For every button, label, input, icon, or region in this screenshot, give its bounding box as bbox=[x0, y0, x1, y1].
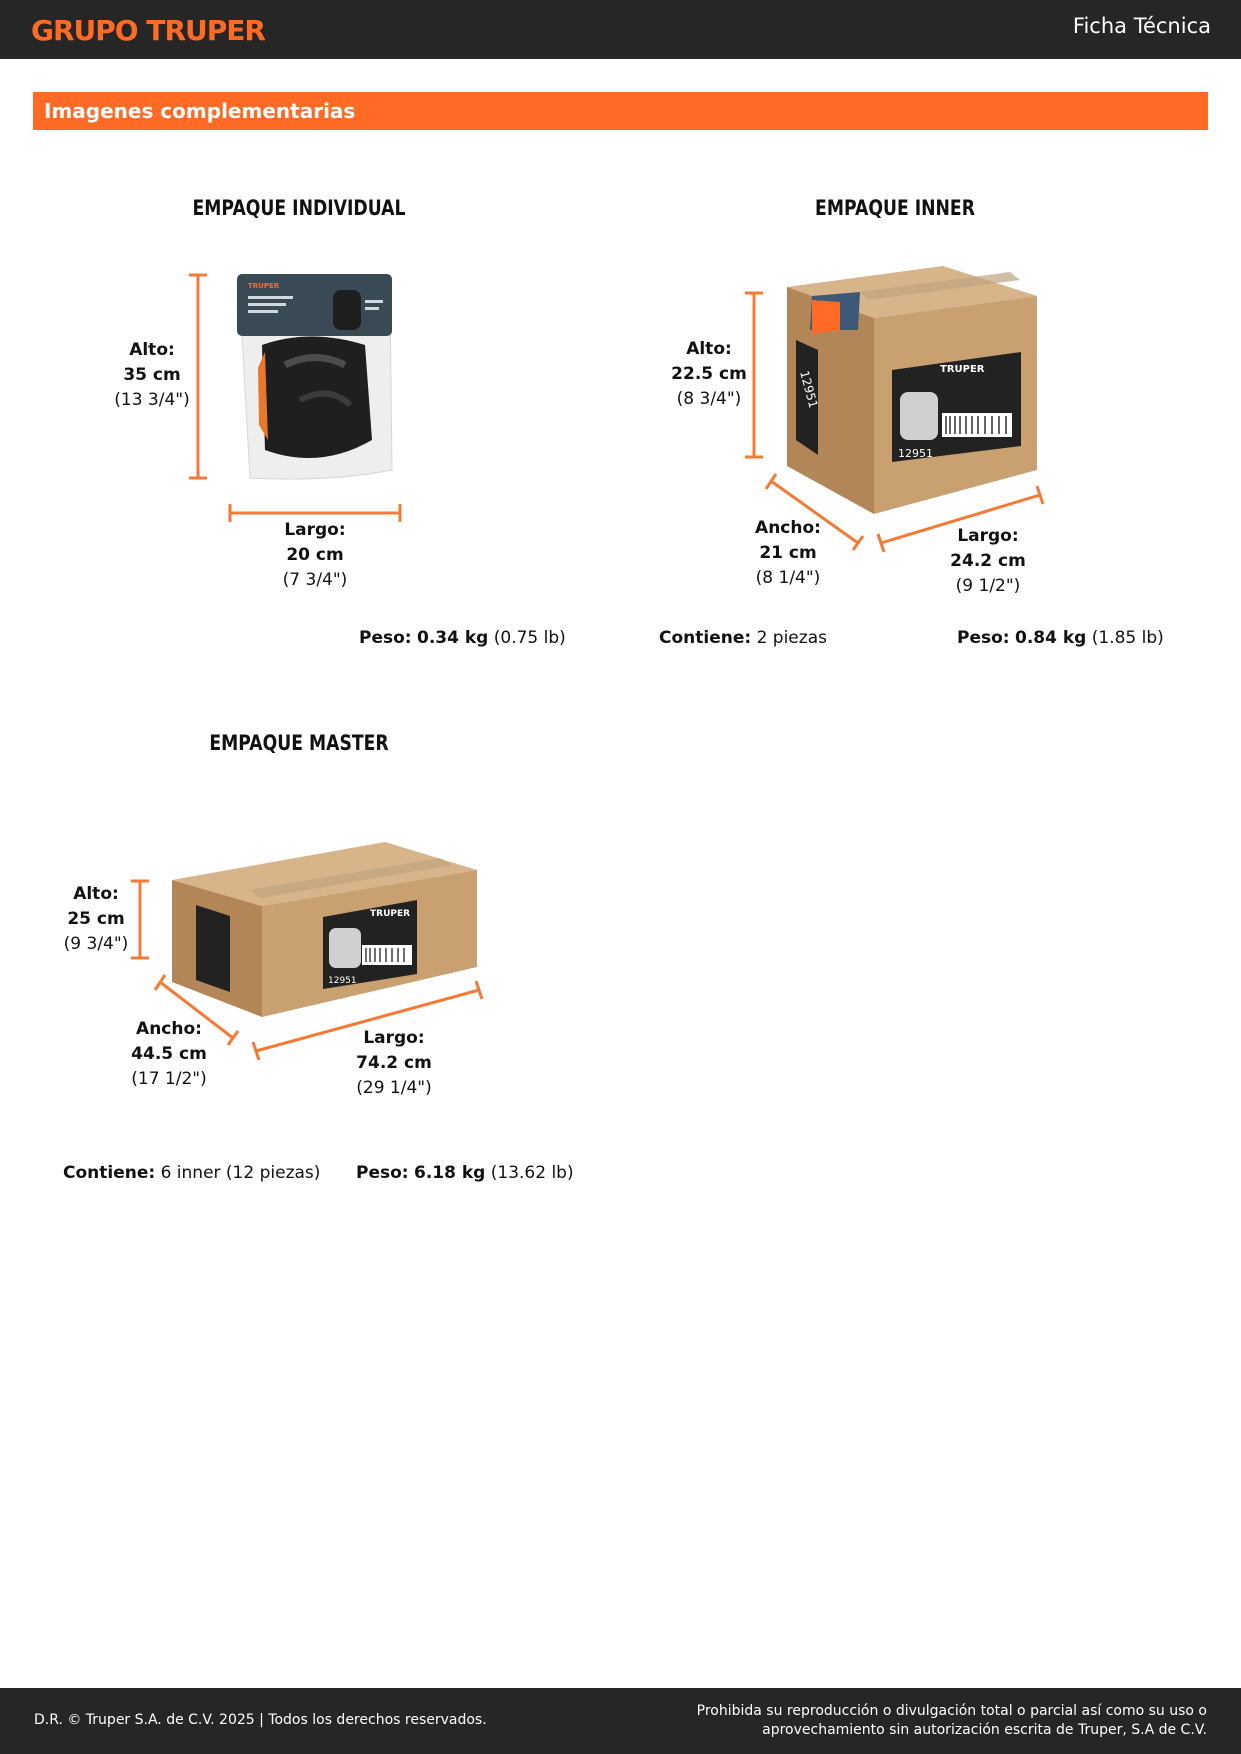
master-box-image bbox=[172, 842, 477, 1017]
individual-height-value: 35 cm bbox=[123, 365, 181, 385]
inner-width-imperial: (8 1/4") bbox=[755, 568, 821, 588]
inner-height-caption: Alto: bbox=[686, 339, 732, 359]
master-height-label bbox=[46, 882, 146, 957]
individual-label-brand: TRUPER bbox=[248, 282, 280, 290]
inner-weight-value: 0.84 kg bbox=[1015, 628, 1087, 648]
inner-contents-label: Contiene: bbox=[659, 628, 752, 648]
individual-length-label bbox=[265, 518, 365, 593]
master-width-value: 44.5 cm bbox=[131, 1044, 207, 1064]
document-type: Ficha Técnica bbox=[1072, 14, 1211, 38]
master-front-code: 12951 bbox=[328, 976, 357, 986]
master-width-imperial: (17 1/2") bbox=[131, 1069, 207, 1089]
individual-height-label bbox=[102, 338, 202, 413]
inner-weight bbox=[957, 628, 1164, 648]
master-contents-label: Contiene: bbox=[63, 1163, 156, 1183]
master-length-value: 74.2 cm bbox=[356, 1053, 432, 1073]
master-contents-value: 6 inner (12 piezas) bbox=[160, 1163, 321, 1183]
page-footer bbox=[0, 1688, 1241, 1754]
inner-front-code: 12951 bbox=[898, 447, 933, 460]
inner-length-label bbox=[938, 524, 1038, 599]
inner-box-image bbox=[787, 266, 1037, 514]
individual-package-image bbox=[237, 274, 392, 479]
inner-side-code: 12951 bbox=[797, 369, 821, 410]
master-label-brand: TRUPER bbox=[370, 909, 411, 919]
individual-weight bbox=[359, 628, 566, 648]
inner-package-title: EMPAQUE INNER bbox=[815, 196, 975, 220]
individual-height-caption: Alto: bbox=[129, 340, 175, 360]
individual-weight-imperial: (0.75 lb) bbox=[493, 628, 566, 648]
legal-notice bbox=[647, 1702, 1207, 1740]
master-length-label bbox=[344, 1026, 444, 1101]
master-contents bbox=[63, 1163, 320, 1183]
inner-height-value: 22.5 cm bbox=[671, 364, 747, 384]
individual-height-imperial: (13 3/4") bbox=[114, 390, 190, 410]
inner-contents bbox=[659, 628, 827, 648]
inner-width-label bbox=[738, 516, 838, 591]
master-width-label bbox=[119, 1017, 219, 1092]
master-width-caption: Ancho: bbox=[136, 1019, 202, 1039]
individual-length-value: 20 cm bbox=[286, 545, 344, 565]
inner-height-label bbox=[659, 337, 759, 412]
master-weight-label: Peso: bbox=[356, 1163, 409, 1183]
inner-weight-imperial: (1.85 lb) bbox=[1091, 628, 1164, 648]
master-length-imperial: (29 1/4") bbox=[356, 1078, 432, 1098]
brand-logo: GRUPO TRUPER bbox=[31, 14, 265, 47]
master-weight-value: 6.18 kg bbox=[414, 1163, 486, 1183]
master-package-title: EMPAQUE MASTER bbox=[209, 731, 389, 755]
inner-length-value: 24.2 cm bbox=[950, 551, 1026, 571]
individual-length-imperial: (7 3/4") bbox=[282, 570, 348, 590]
inner-length-imperial: (9 1/2") bbox=[955, 576, 1021, 596]
inner-contents-value: 2 piezas bbox=[756, 628, 827, 648]
copyright-text: D.R. © Truper S.A. de C.V. 2025 | Todos los derechos reservados. bbox=[34, 1712, 487, 1728]
legal-notice-line-1: Prohibida su reproducción o divulgación total o parcial así como su uso o bbox=[696, 1703, 1207, 1719]
inner-label-brand: TRUPER bbox=[940, 364, 985, 375]
inner-length-caption: Largo: bbox=[957, 526, 1019, 546]
individual-weight-value: 0.34 kg bbox=[417, 628, 489, 648]
inner-weight-label: Peso: bbox=[957, 628, 1010, 648]
master-weight-imperial: (13.62 lb) bbox=[490, 1163, 574, 1183]
inner-height-imperial: (8 3/4") bbox=[676, 389, 742, 409]
master-length-caption: Largo: bbox=[363, 1028, 425, 1048]
individual-length-caption: Largo: bbox=[284, 520, 346, 540]
master-weight bbox=[356, 1163, 574, 1183]
master-height-imperial: (9 3/4") bbox=[63, 934, 129, 954]
master-height-caption: Alto: bbox=[73, 884, 119, 904]
legal-notice-line-2: aprovechamiento sin autorización escrita de Truper, S.A de C.V. bbox=[762, 1722, 1207, 1738]
master-height-value: 25 cm bbox=[67, 909, 125, 929]
inner-width-caption: Ancho: bbox=[755, 518, 821, 538]
inner-width-value: 21 cm bbox=[759, 543, 817, 563]
individual-package-title: EMPAQUE INDIVIDUAL bbox=[192, 196, 406, 220]
individual-weight-label: Peso: bbox=[359, 628, 412, 648]
section-title: Imagenes complementarias bbox=[44, 99, 356, 123]
